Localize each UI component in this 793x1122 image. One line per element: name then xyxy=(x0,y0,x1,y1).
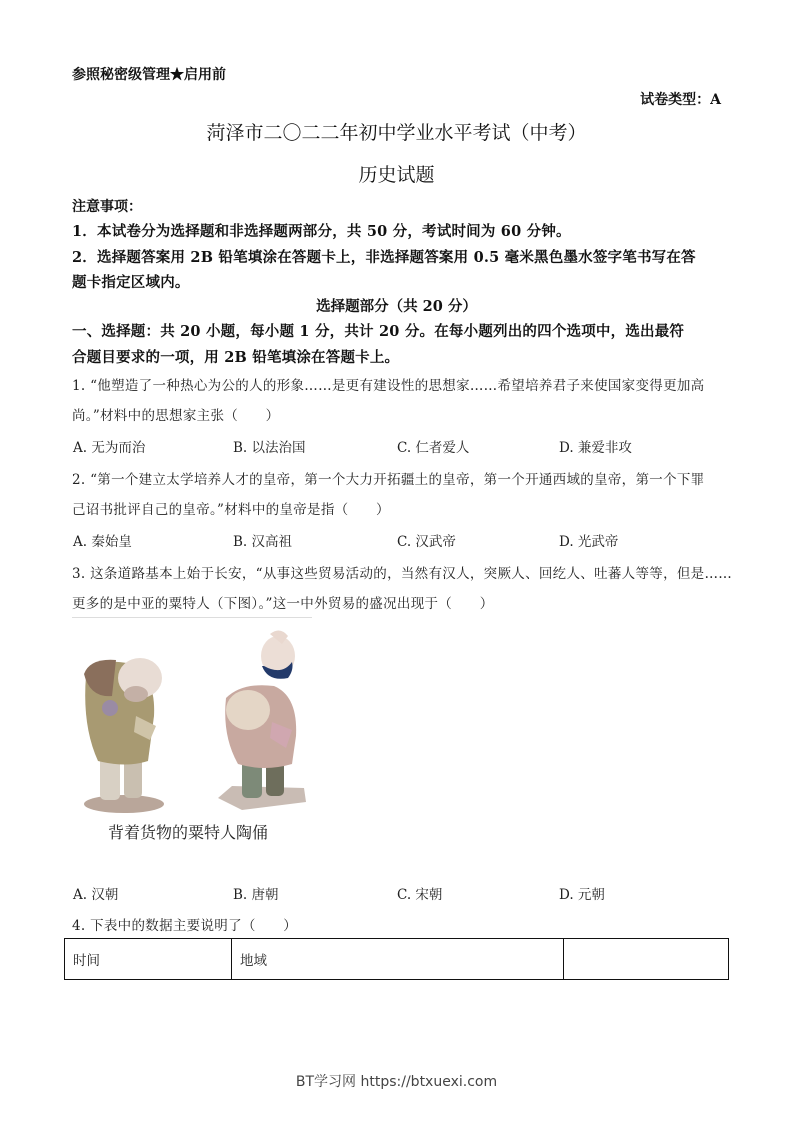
q3-option-b: B. 唐朝 xyxy=(233,887,279,903)
q2-option-c: C. 汉武帝 xyxy=(397,534,456,550)
note-item: 题卡指定区域内。 xyxy=(72,274,190,291)
exam-subtitle: 历史试题 xyxy=(358,164,435,186)
q2-option-d: D. 光武帝 xyxy=(559,534,619,550)
notes-heading: 注意事项： xyxy=(72,199,142,215)
figure-caption: 背着货物的粟特人陶俑 xyxy=(108,823,269,842)
q3-option-c: C. 宋朝 xyxy=(397,887,443,903)
section-instructions: 一、选择题：共 20 小题，每小题 1 分，共计 20 分。在每小题列出的四个选项中，选出最符 xyxy=(72,323,685,340)
question-3-text: 更多的是中亚的粟特人（下图）。”这一中外贸易的盛况出现于（ ） xyxy=(72,596,494,612)
exam-title: 菏泽市二〇二二年初中学业水平考试（中考） xyxy=(206,122,587,144)
note-item: 2．选择题答案用 2B 铅笔填涂在答题卡上，非选择题答案用 0.5 毫米黑色墨水签字笔书写在答 xyxy=(72,249,696,266)
question-4-table xyxy=(64,938,729,980)
paper-type: 试卷类型：A xyxy=(640,92,721,108)
section-instructions: 合题目要求的一项，用 2B 铅笔填涂在答题卡上。 xyxy=(72,349,400,366)
table-header-cell: 时间 xyxy=(65,939,232,980)
q1-option-a: A. 无为而治 xyxy=(73,440,146,456)
note-item: 1．本试卷分为选择题和非选择题两部分，共 50 分，考试时间为 60 分钟。 xyxy=(72,223,571,240)
section-title: 选择题部分（共 20 分） xyxy=(316,298,477,315)
question-2-text: 2. “第一个建立太学培养人才的皇帝，第一个大力开拓疆土的皇帝，第一个开通西域的皇帝，第一个下罪 xyxy=(72,472,705,488)
q3-option-a: A. 汉朝 xyxy=(73,887,119,903)
question-1-text: 1. “他塑造了一种热心为公的人的形象……是更有建设性的思想家……希望培养君子来使国家变得更加高 xyxy=(72,378,705,394)
q3-option-d: D. 元朝 xyxy=(559,887,605,903)
q2-option-b: B. 汉高祖 xyxy=(233,534,293,550)
table-header-cell: 地域 xyxy=(232,939,564,980)
question-2-text: 己诏书批评自己的皇帝。”材料中的皇帝是指（ ） xyxy=(72,502,390,518)
secrecy-label: 参照秘密级管理★启用前 xyxy=(72,67,226,83)
question-3-text: 3. 这条道路基本上始于长安，“从事这些贸易活动的，当然有汉人，突厥人、回纥人、吐蕃人等等，但是…… xyxy=(72,566,733,582)
q1-option-c: C. 仁者爱人 xyxy=(397,440,470,456)
figurine-right-image xyxy=(212,626,312,816)
q1-option-d: D. 兼爱非攻 xyxy=(559,440,632,456)
table-header-cell xyxy=(564,939,729,980)
sogdian-figurines-image xyxy=(72,617,312,848)
q2-option-a: A. 秦始皇 xyxy=(73,534,132,550)
footer-watermark: BT学习网 https://btxuexi.com xyxy=(295,1074,498,1090)
table-row xyxy=(65,939,729,980)
question-4-text: 4. 下表中的数据主要说明了（ ） xyxy=(72,918,298,934)
q1-option-b: B. 以法治国 xyxy=(233,440,306,456)
question-1-text: 尚。”材料中的思想家主张（ ） xyxy=(72,408,280,424)
figurine-left-image xyxy=(76,636,176,816)
